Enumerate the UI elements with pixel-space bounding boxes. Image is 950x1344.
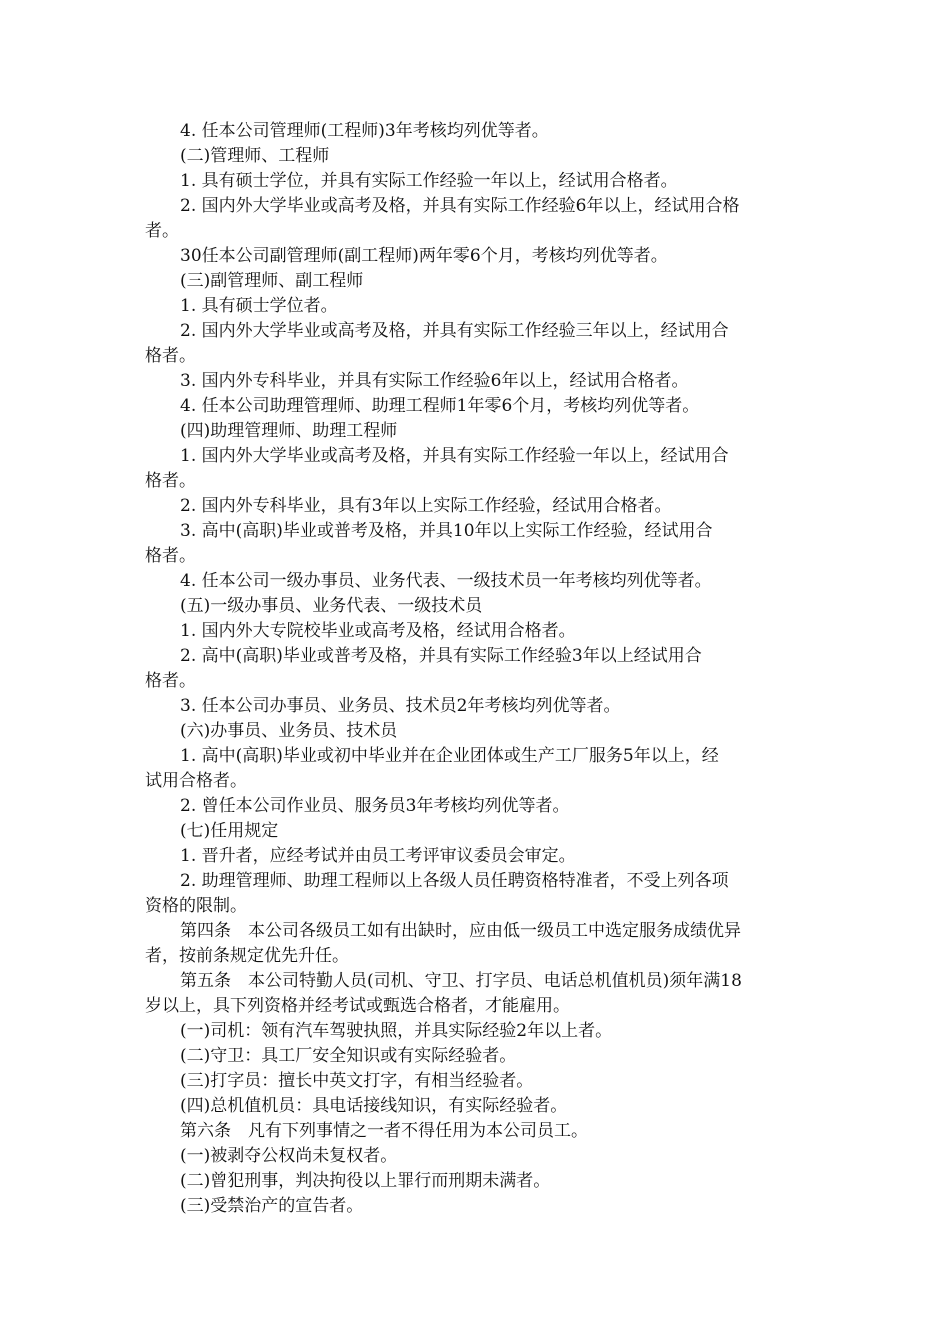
- document-page: [145, 119, 810, 1219]
- paragraph-line: 3. 高中(高职)毕业或普考及格，并具10年以上实际工作经验，经试用合: [180, 521, 713, 541]
- paragraph-line: 30任本公司副管理师(副工程师)两年零6个月，考核均列优等者。: [180, 246, 668, 266]
- paragraph-line: 2. 国内外专科毕业，具有3年以上实际工作经验，经试用合格者。: [180, 496, 672, 516]
- paragraph-line: (二)守卫：具工厂安全知识或有实际经验者。: [180, 1046, 517, 1066]
- paragraph-line: 2. 高中(高职)毕业或普考及格，并具有实际工作经验3年以上经试用合: [180, 646, 702, 666]
- paragraph-line: (一)司机：领有汽车驾驶执照，并具实际经验2年以上者。: [180, 1021, 613, 1041]
- paragraph-line: 2. 曾任本公司作业员、服务员3年考核均列优等者。: [180, 796, 570, 816]
- paragraph-line: (二)曾犯刑事，判决拘役以上罪行而刑期未满者。: [180, 1171, 551, 1191]
- paragraph-line: 1. 国内外大专院校毕业或高考及格，经试用合格者。: [180, 621, 576, 641]
- continuation-line: 岁以上，具下列资格并经考试或甄选合格者，才能雇用。: [145, 996, 570, 1016]
- paragraph-line: (七)任用规定: [180, 821, 279, 841]
- continuation-line: 资格的限制。: [145, 896, 247, 916]
- continuation-line: 试用合格者。: [145, 771, 247, 791]
- paragraph-line: 第五条 本公司特勤人员(司机、守卫、打字员、电话总机值机员)须年满18: [180, 971, 742, 991]
- continuation-line: 者，按前条规定优先升任。: [145, 946, 349, 966]
- paragraph-line: 2. 助理管理师、助理工程师以上各级人员任聘资格特准者，不受上列各项: [180, 871, 729, 891]
- paragraph-line: 3. 国内外专科毕业，并具有实际工作经验6年以上，经试用合格者。: [180, 371, 689, 391]
- paragraph-line: 4. 任本公司一级办事员、业务代表、一级技术员一年考核均列优等者。: [180, 571, 712, 591]
- paragraph-line: 2. 国内外大学毕业或高考及格，并具有实际工作经验三年以上，经试用合: [180, 321, 729, 341]
- paragraph-line: 第四条 本公司各级员工如有出缺时，应由低一级员工中选定服务成绩优异: [180, 921, 741, 941]
- paragraph-line: 3. 任本公司办事员、业务员、技术员2年考核均列优等者。: [180, 696, 621, 716]
- continuation-line: 格者。: [145, 546, 196, 566]
- paragraph-line: (一)被剥夺公权尚未复权者。: [180, 1146, 398, 1166]
- paragraph-line: (二)管理师、工程师: [180, 146, 330, 166]
- continuation-line: 格者。: [145, 671, 196, 691]
- paragraph-line: (三)打字员：擅长中英文打字，有相当经验者。: [180, 1071, 534, 1091]
- paragraph-line: 1. 具有硕士学位者。: [180, 296, 338, 316]
- continuation-line: 格者。: [145, 346, 196, 366]
- paragraph-line: 1. 具有硕士学位，并具有实际工作经验一年以上，经试用合格者。: [180, 171, 678, 191]
- paragraph-line: 第六条 凡有下列事情之一者不得任用为本公司员工。: [180, 1121, 588, 1141]
- paragraph-line: 1. 晋升者，应经考试并由员工考评审议委员会审定。: [180, 846, 576, 866]
- continuation-line: 格者。: [145, 471, 196, 491]
- paragraph-line: (五)一级办事员、业务代表、一级技术员: [180, 596, 483, 616]
- paragraph-line: 2. 国内外大学毕业或高考及格，并具有实际工作经验6年以上，经试用合格: [180, 196, 740, 216]
- paragraph-line: 1. 高中(高职)毕业或初中毕业并在企业团体或生产工厂服务5年以上，经: [180, 746, 719, 766]
- paragraph-line: (三)副管理师、副工程师: [180, 271, 364, 291]
- paragraph-line: 4. 任本公司管理师(工程师)3年考核均列优等者。: [180, 121, 549, 141]
- paragraph-line: (三)受禁治产的宣告者。: [180, 1196, 364, 1216]
- paragraph-line: (四)助理管理师、助理工程师: [180, 421, 398, 441]
- paragraph-line: 4. 任本公司助理管理师、助理工程师1年零6个月，考核均列优等者。: [180, 396, 700, 416]
- paragraph-line: 1. 国内外大学毕业或高考及格，并具有实际工作经验一年以上，经试用合: [180, 446, 729, 466]
- paragraph-line: (六)办事员、业务员、技术员: [180, 721, 398, 741]
- paragraph-line: (四)总机值机员：具电话接线知识，有实际经验者。: [180, 1096, 568, 1116]
- continuation-line: 者。: [145, 221, 179, 241]
